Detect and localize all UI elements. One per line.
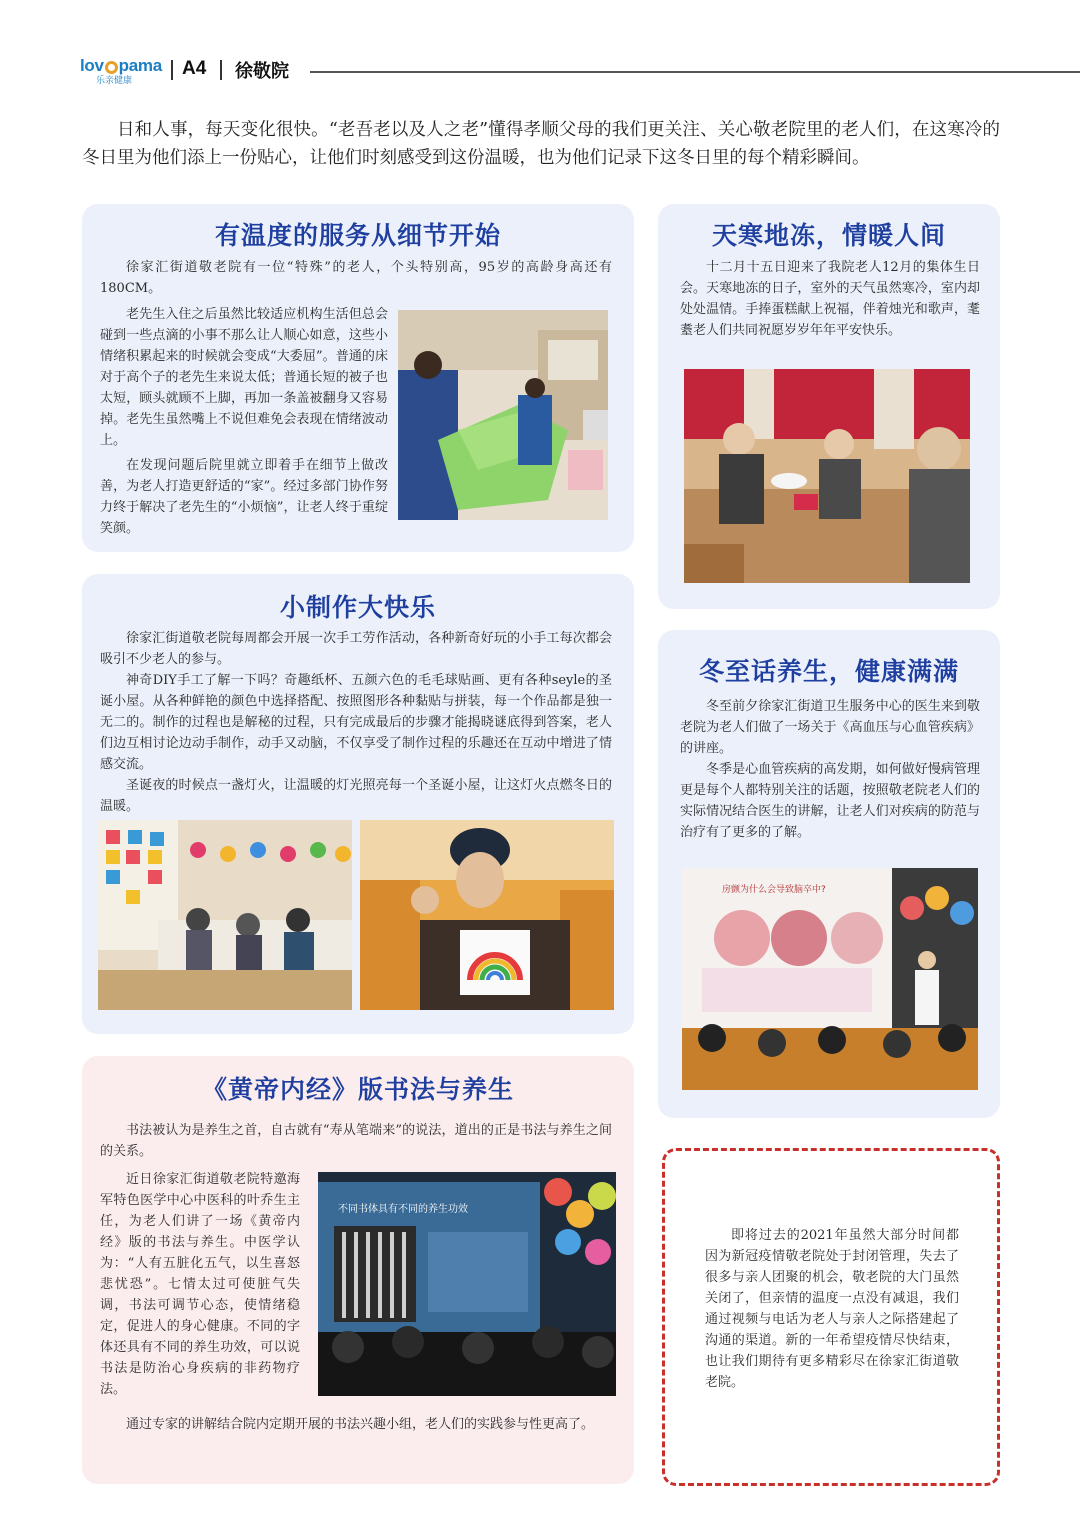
photo-calligraphy-lecture <box>318 1172 616 1396</box>
article-paragraph: 即将过去的2021年虽然大部分时间都因为新冠疫情敬老院处于封闭管理，失去了很多与亲人团聚的机会，敬老院的大门虽然关闭了，但亲情的温度一点没有减退，我们通过视频与电话为老人与亲人之际搭建起了沟通的渠道。新的一年希望疫情尽快结束，也让我们期待有更多精彩尽在徐家汇街道敬老院。 <box>705 1228 959 1390</box>
article-paragraph: 冬至前夕徐家汇街道卫生服务中心的医生来到敬老院为老人们做了一场关于《高血压与心血管疾病》的讲座。 <box>680 699 980 756</box>
photo-caregivers-bedding <box>398 310 608 520</box>
article-calligraphy-intro <box>100 1120 612 1162</box>
article-paragraph: 通过专家的讲解结合院内定期开展的书法兴趣小组，老人们的实践参与性更高了。 <box>126 1417 595 1432</box>
article-paragraph: 书法被认为是养生之首，自古就有“寿从笔端来”的说法，道出的正是书法与养生之间的关系。 <box>100 1123 612 1159</box>
article-health-title: 冬至话养生，健康满满 <box>698 657 959 686</box>
article-winter-body <box>680 257 980 341</box>
article-paragraph: 徐家汇街道敬老院有一位“特殊”的老人，个头特别高，95岁的高龄身高还有180CM。 <box>100 260 612 296</box>
photo-craft-activity-room <box>98 820 352 1010</box>
closing-note-box <box>662 1148 1000 1486</box>
article-paragraph: 圣诞夜的时候点一盏灯火，让温暖的灯光照亮每一个圣诞小屋，让这灯火点燃冬日的温暖。 <box>100 778 612 814</box>
article-service-body <box>100 304 388 539</box>
article-craft-body <box>100 628 612 817</box>
article-paragraph: 徐家汇街道敬老院每周都会开展一次手工劳作活动，各种新奇好玩的小手工每次都会吸引不少老人的参与。 <box>100 631 612 667</box>
article-health-card <box>658 630 1000 1118</box>
article-service-title: 有温度的服务从细节开始 <box>214 221 501 250</box>
section-title: 徐敬院 <box>235 61 289 82</box>
photo-elder-rainbow-craft <box>360 820 614 1010</box>
photo-birthday-party <box>684 369 970 583</box>
article-calligraphy-title: 《黄帝内经》版书法与养生 <box>201 1075 514 1104</box>
article-paragraph: 在发现问题后院里就立即着手在细节上做改善，为老人打造更舒适的“家”。经过多部门协作努力终于解决了老先生的“小烦恼”，让老人终于重绽笑颜。 <box>100 458 388 536</box>
page-header <box>0 0 1080 100</box>
article-winter-card <box>658 204 1000 609</box>
slide-title-text: 房颤为什么会导致脑卒中? <box>722 885 826 895</box>
article-service-card <box>82 204 634 552</box>
header-divider <box>171 60 173 80</box>
article-service-body-top <box>100 257 612 299</box>
article-paragraph: 冬季是心血管疾病的高发期，如何做好慢病管理更是每个人都特别关注的话题，按照敬老院老人们的实际情况结合医生的讲解，让老人们对疾病的防范与治疗有了更多的了解。 <box>680 762 980 840</box>
article-health-body <box>680 696 980 843</box>
article-paragraph: 近日徐家汇街道敬老院特邀海军特色医学中心中医科的叶乔生主任，为老人们讲了一场《黄帝内经》版的书法与养生。中医学认为：“人有五脏化五气，以生喜怒悲忧恐”。七情太过可使脏气失调，书法可调节心态，使情绪稳定，促进人的身心健康。不同的字体还具有不同的养生功效，可以说书法是防治心身疾病的非药物疗法。 <box>100 1172 300 1397</box>
article-paragraph: 老先生入住之后虽然比较适应机构生活但总会碰到一些点滴的小事不那么让人顺心如意，这些小情绪积累起来的时候就会变成“大委屈”。普通的床对于高个子的老先生来说太低；普通长短的被子也太短，顾头就顾不上脚，再加一条盖被翻身又容易掉。老先生虽然嘴上不说但难免会表现在情绪波动上。 <box>100 307 388 448</box>
header-rule <box>310 71 1080 73</box>
closing-note-text <box>705 1225 959 1393</box>
article-paragraph: 十二月十五日迎来了我院老人12月的集体生日会。天寒地冻的日子，室外的天气虽然寒冷，室内却处处温情。手捧蛋糕献上祝福，伴着烛光和歌声，耄耋老人们共同祝愿岁岁年年平安快乐。 <box>680 260 980 338</box>
article-paragraph: 神奇DIY手工了解一下吗？奇趣纸杯、五颜六色的毛毛球贴画、更有各种seyle的圣诞小屋。从各种鲜艳的颜色中选择搭配、按照图形各种黏贴与拼装，每一个作品都是独一无二的。制作的过程也是解秘的过程，只有完成最后的步骤才能揭晓谜底得到答案，老人们边互相讨论边动手制作，动手又动脑，不仅享受了制作过程的乐趣还在互动中增进了情感交流。 <box>100 673 612 772</box>
brand-logo: lov pama <box>80 56 162 75</box>
page-number: A4 <box>182 58 207 79</box>
article-calligraphy-card <box>82 1056 634 1484</box>
article-calligraphy-outro <box>100 1414 612 1435</box>
photo-health-lecture <box>682 868 978 1090</box>
article-craft-title: 小制作大快乐 <box>279 593 436 622</box>
article-winter-title: 天寒地冻，情暖人间 <box>711 221 946 250</box>
slide-title-text: 不同书体具有不同的养生功效 <box>338 1204 468 1215</box>
brand-logo-sub: 乐亲健康 <box>96 75 133 85</box>
article-craft-card <box>82 574 634 1034</box>
article-calligraphy-body <box>100 1169 300 1400</box>
header-divider <box>220 60 222 80</box>
intro-paragraph: 日和人事，每天变化很快。“老吾老以及人之老”懂得孝顺父母的我们更关注、关心敬老院里的老人们，在这寒冷的冬日里为他们添上一份贴心，让他们时刻感受到这份温暖，也为他们记录下这冬日里的每个精彩瞬间。 <box>82 120 1000 168</box>
